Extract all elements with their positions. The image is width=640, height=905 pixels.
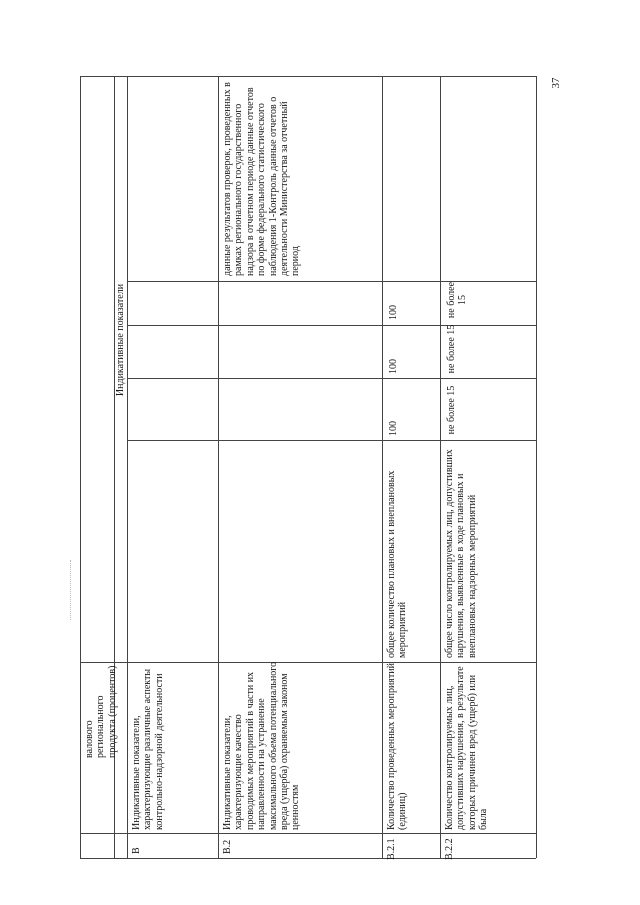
row-b21-v2: 100 [388, 359, 399, 374]
row-b22-v3: не более 15 [446, 281, 469, 319]
row-b22-formula: общее число контролируемых лиц, допустивших нарушения, выявленные в ходе плановых и внеплановых надзорных мероприятий [444, 449, 478, 658]
section-header-text: Индикативные показатели [115, 283, 126, 397]
row-b2-indicator: Индикативные показатели, характеризующие качество проводимых мероприятий в части их направленности на устранение максимального объема потенциального вреда (ущерба) охраняемым законом ценностям [222, 661, 302, 830]
row-b22-code: В.2.2 [444, 838, 455, 860]
scan-artifact [70, 560, 77, 620]
row-b21-code: В.2.1 [386, 838, 397, 860]
row-b-indicator: Индикативные показатели, характеризующие различные аспекты контрольно-надзорной деятельности [131, 668, 165, 830]
page-number: 37 [550, 77, 562, 89]
row-b22-v2: не более 15 [446, 324, 457, 374]
continuation-indicator-text: валового регионального продукта (процентов) [84, 665, 118, 758]
row-b22-indicator: Количество контролируемых лиц, допустивших нарушения, в результате которых причинен вред (ущерб) или была [444, 666, 490, 830]
row-b21-indicator: Количество проведенных мероприятий (единиц) [386, 663, 409, 830]
row-b21-formula: общее количество плановых и внеплановых мероприятий [386, 470, 409, 658]
row-b2-code: В.2 [222, 839, 233, 854]
row-b-code: В [131, 847, 142, 854]
row-b22-v1: не более 15 [446, 385, 457, 435]
row-b21-v3: 100 [388, 305, 399, 320]
row-b2-source: данные результатов проверок, проведенных в рамках регионального государственного надзора в отчетном периоде данные отчетов по форме федерального статистического наблюдения 1-Контроль данные отчетов о деятельности Министерства за отчетный период [222, 82, 302, 276]
row-b21-v1: 100 [388, 421, 399, 436]
